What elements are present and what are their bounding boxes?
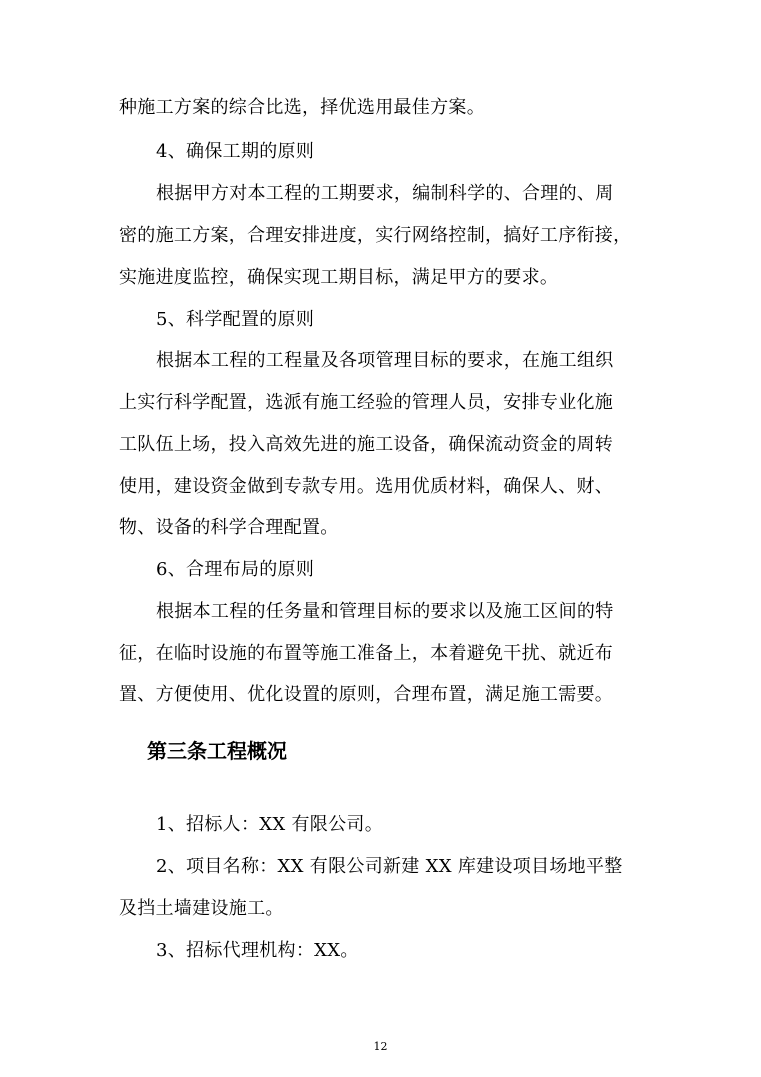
text-line: 实施进度监控，确保实现工期目标，满足甲方的要求。 [119,267,559,288]
text-line: 物、设备的科学合理配置。 [119,517,339,538]
section-heading: 第三条工程概况 [147,739,287,763]
text-line: 种施工方案的综合比选，择优选用最佳方案。 [119,97,485,118]
text-line: 上实行科学配置，选派有施工经验的管理人员，安排专业化施 [119,392,614,413]
text-line: 使用，建设资金做到专款专用。选用优质材料，确保人、财、 [119,476,614,497]
overview-item: 及挡土墙建设施工。 [119,898,284,919]
text-line: 根据本工程的任务量和管理目标的要求以及施工区间的特 [156,601,614,622]
subsection-title: 5、科学配置的原则 [156,309,315,330]
text-line: 工队伍上场，投入高效先进的施工设备，确保流动资金的周转 [119,434,614,455]
subsection-title: 4、确保工期的原则 [156,141,315,162]
text-line: 征，在临时设施的布置等施工准备上，本着避免干扰、就近布 [119,643,614,664]
overview-item: 3、招标代理机构：XX。 [156,940,359,961]
overview-item: 2、项目名称：XX 有限公司新建 XX 库建设项目场地平整 [156,856,623,877]
text-line: 根据本工程的工程量及各项管理目标的要求，在施工组织 [156,350,614,371]
overview-item: 1、招标人：XX 有限公司。 [156,814,384,835]
text-line: 根据甲方对本工程的工期要求，编制科学的、合理的、周 [156,183,614,204]
subsection-title: 6、合理布局的原则 [156,559,315,580]
page-number: 12 [373,1040,388,1053]
text-line: 密的施工方案，合理安排进度，实行网络控制，搞好工序衔接， [119,225,632,246]
text-line: 置、方便使用、优化设置的原则，合理布置，满足施工需要。 [119,684,614,705]
